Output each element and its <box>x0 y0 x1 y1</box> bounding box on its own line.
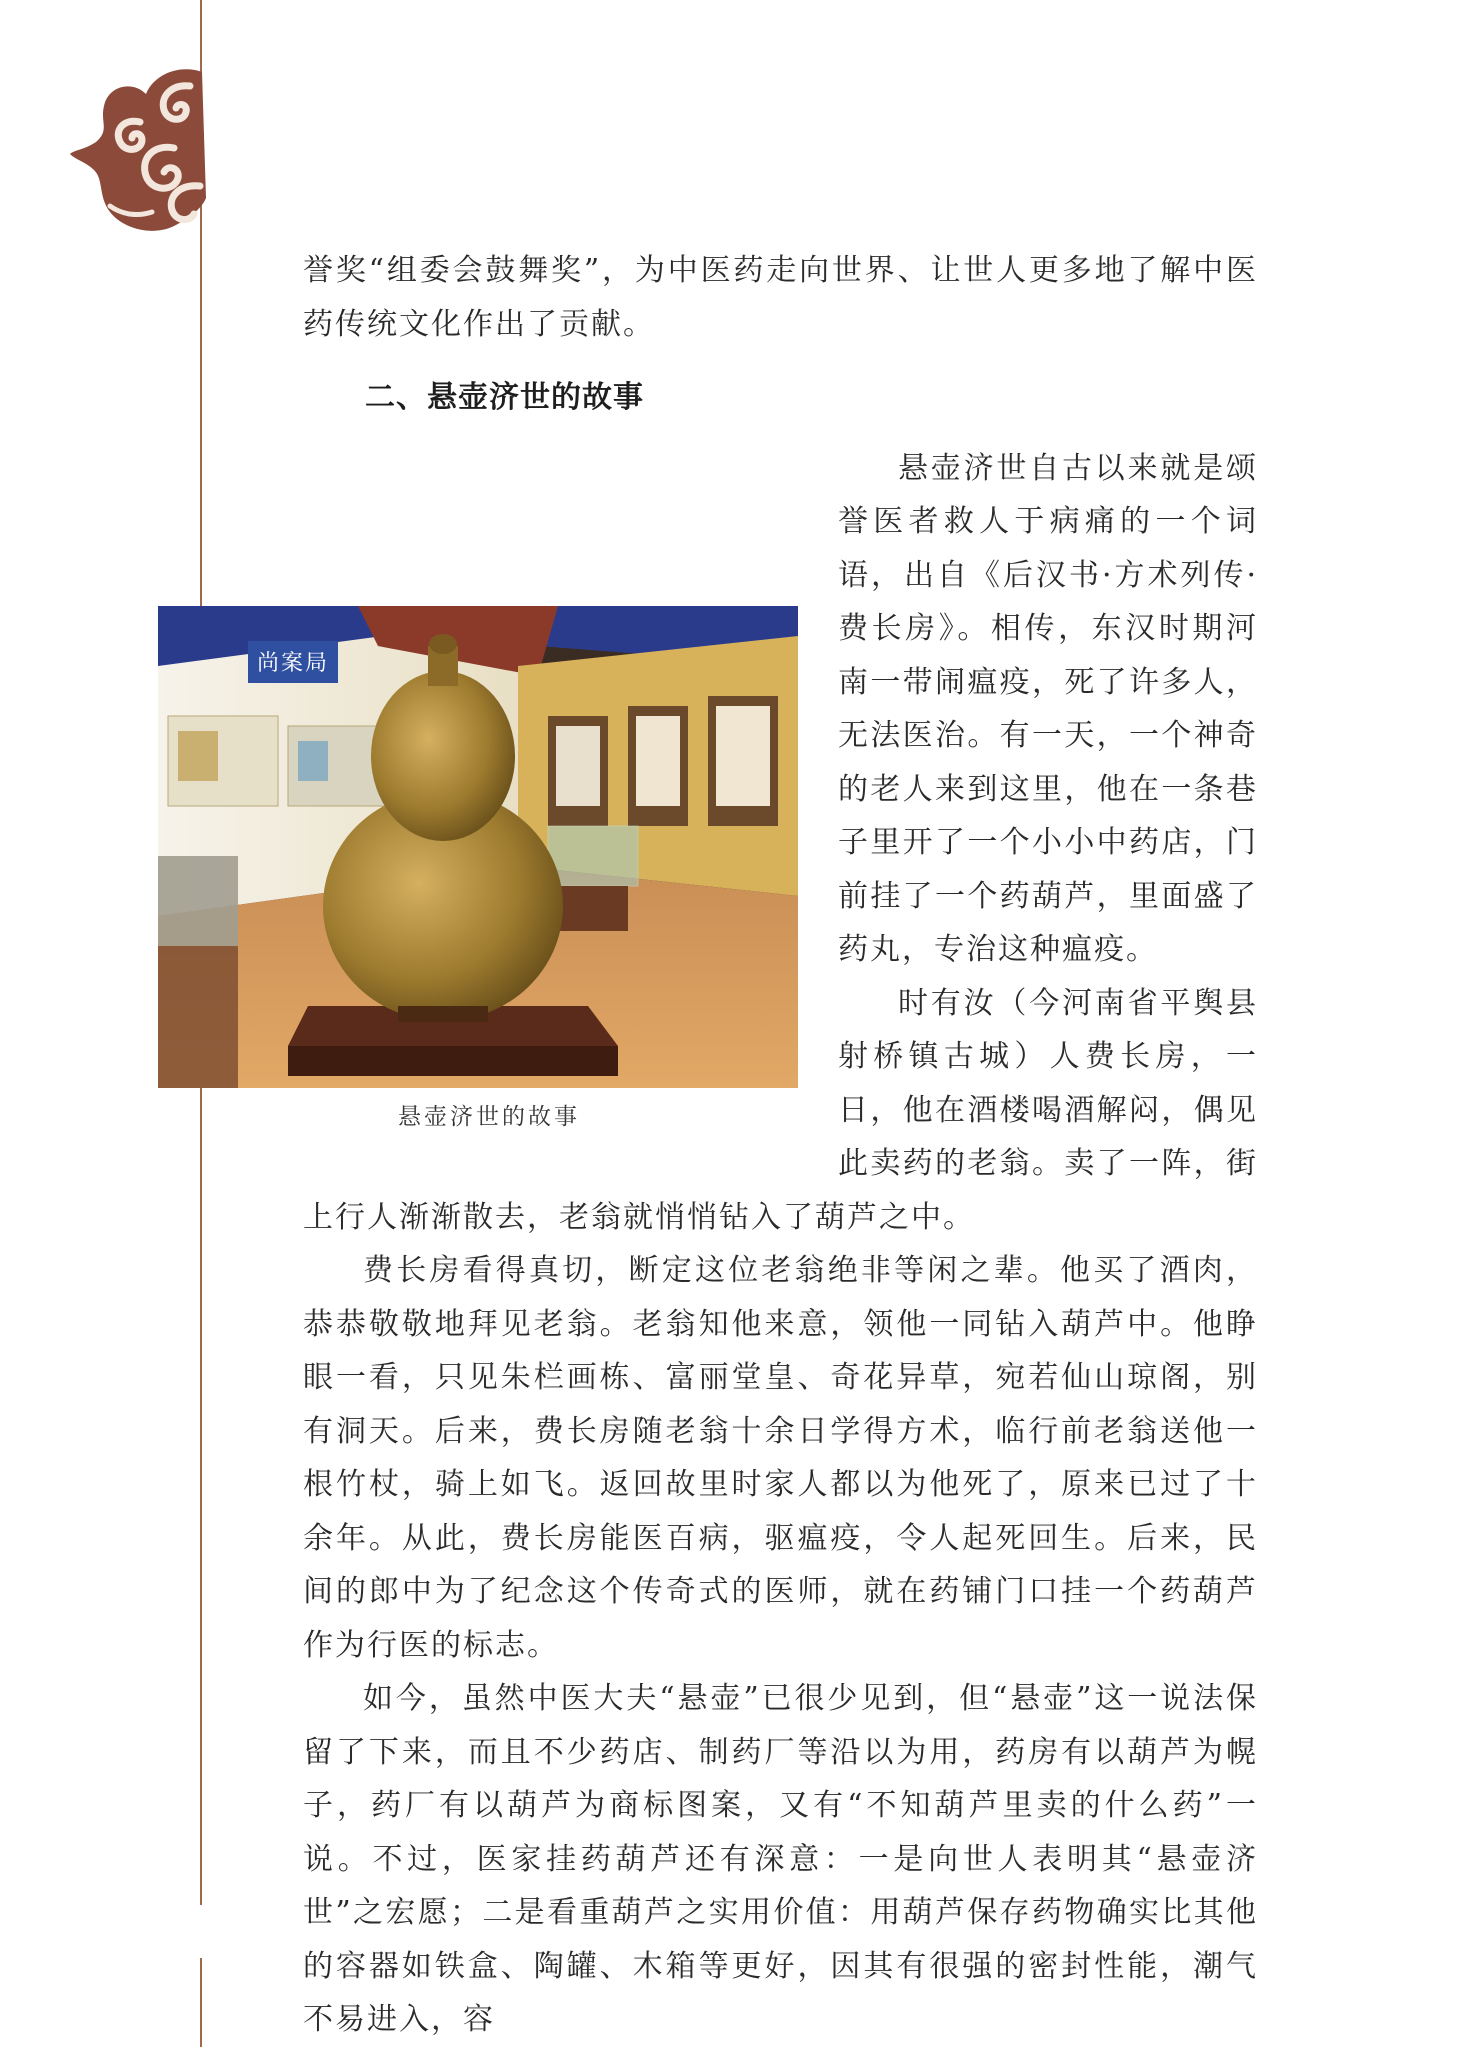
paragraph-2: 时有汝（今河南省平舆县射桥镇古城）人费长房，一日，他在酒楼喝酒解闷，偶见此卖药的老翁。卖了一阵，街上行人渐渐散去，老翁就悄悄钻入了葫芦之中。 <box>303 985 1258 1235</box>
figure-caption: 悬壶济世的故事 <box>398 1103 580 1130</box>
paragraph-continued: 誉奖“组委会鼓舞奖”，为中医药走向世界、让世人更多地了解中医药传统文化作出了贡献。 <box>303 253 1258 342</box>
margin-rule-bottom <box>200 1958 202 2047</box>
page-content <box>256 244 1258 2047</box>
section-heading: 二、悬壶济世的故事 <box>365 380 644 415</box>
museum-sign-text: 尚案局 <box>256 650 330 676</box>
paragraph-4: 如今，虽然中医大夫“悬壶”已很少见到，但“悬壶”这一说法保留了下来，而且不少药店、制药厂等沿以为用，药房有以葫芦为幌子，药厂有以葫芦为商标图案，又有“不知葫芦里卖的什么药”一说。不过，医家挂药葫芦还有深意：一是向世人表明其“悬壶济世”之宏愿；二是看重葫芦之实用价值：用葫芦保存药物确实比其他的容器如铁盒、陶罐、木箱等更好，因其有很强的密封性能，潮气不易进入，容 <box>303 1681 1258 2037</box>
paragraph-3: 费长房看得真切，断定这位老翁绝非等闲之辈。他买了酒肉，恭恭敬敬地拜见老翁。老翁知他来意，领他一同钻入葫芦中。他睁眼一看，只见朱栏画栋、富丽堂皇、奇花异草，宛若仙山琼阁，别有洞天。后来，费长房随老翁十余日学得方术，临行前老翁送他一根竹杖，骑上如飞。返回故里时家人都以为他死了，原来已过了十余年。从此，费长房能医百病，驱瘟疫，令人起死回生。后来，民间的郎中为了纪念这个传奇式的医师，就在药铺门口挂一个药葫芦作为行医的标志。 <box>303 1253 1258 1663</box>
figure <box>158 604 798 1144</box>
auspicious-cloud-icon <box>70 66 206 238</box>
museum-gourd-photo <box>158 606 798 1088</box>
paragraph-1-text: 悬壶济世自古以来就是颂誉医者救人于病痛的一个词语，出自《后汉书·方术列传·费长房》。相传，东汉时期河南一带闹瘟疫，死了许多人，无法医治。有一天，一个神奇的老人来到这里，他在一条巷子里开了一个小小中药店，门前挂了一个药葫芦，里面盛了药丸，专治这种瘟疫。 <box>838 450 1258 967</box>
